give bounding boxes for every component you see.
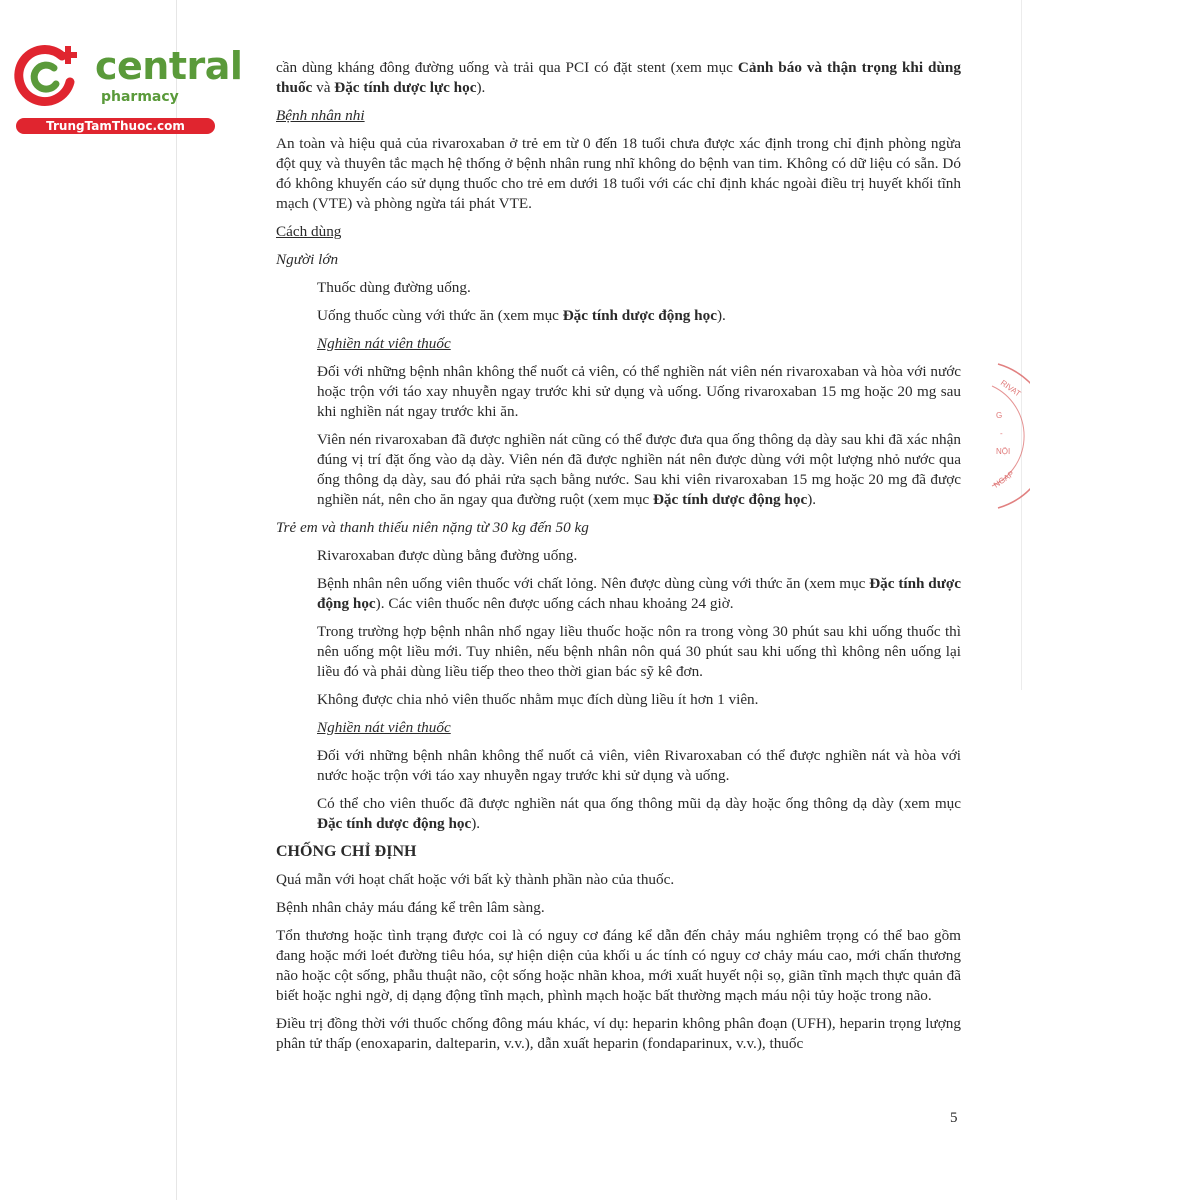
intro-paragraph: cần dùng kháng đông đường uống và trải qua PCI có đặt stent (xem mục Cảnh báo và thận trọng khi dùng thuốc và Đặc tính dược lực học). bbox=[276, 59, 961, 96]
heading-children: Trẻ em và thanh thiếu niên nặng từ 30 kg đến 50 kg bbox=[276, 519, 589, 536]
child-liquid-paragraph: Bệnh nhân nên uống viên thuốc với chất lỏng. Nên được dùng cùng với thức ăn (xem mục Đặc tính dược động học). Các viên thuốc nên được uống cách nhau khoảng 24 giờ. bbox=[317, 575, 962, 612]
contra-paragraph-1: Quá mẫn với hoạt chất hoặc với bất kỳ thành phần nào của thuốc. bbox=[276, 871, 675, 888]
heading-crush-adult: Nghiền nát viên thuốc bbox=[317, 335, 451, 352]
heading-adults: Người lớn bbox=[276, 251, 339, 268]
logo-subtitle: pharmacy bbox=[101, 89, 179, 105]
svg-text:-: - bbox=[1000, 429, 1003, 438]
logo-brand-name: central bbox=[95, 44, 243, 88]
heading-contraindications: CHỐNG CHỈ ĐỊNH bbox=[276, 843, 417, 860]
page-fold-line bbox=[176, 0, 177, 1200]
adult-oral-paragraph: Thuốc dùng đường uống. bbox=[317, 279, 471, 296]
child-split-paragraph: Không được chia nhỏ viên thuốc nhằm mục đích dùng liều ít hơn 1 viên. bbox=[317, 691, 759, 708]
svg-text:RIVAT: RIVAT bbox=[998, 378, 1023, 399]
child-vomit-paragraph: Trong trường hợp bệnh nhân nhổ ngay liều thuốc hoặc nôn ra trong vòng 30 phút sau khi uống thuốc thì nên uống một liều mới. Tuy nhiên, nếu bệnh nhân nôn quá 30 phút sau khi uống thì không nên uống lại liều đó và phải dùng liều tiếp theo theo thời gian bác sỹ kê đơn. bbox=[317, 623, 961, 680]
partial-seal-stamp bbox=[990, 356, 1030, 516]
crush-paragraph-2: Viên nén rivaroxaban đã được nghiền nát cũng có thể được đưa qua ống thông dạ dày sau khi đã xác nhận đúng vị trí đặt ống vào dạ dày. Viên nén đã được nghiền nát nên được dùng với một lượng nhỏ nước qua ống thông dạ dày, sau đó phải rửa sạch bằng nước. Sau khi viên rivaroxaban 15 mg hoặc 20 mg đã được nghiền nát, nên cho ăn ngay qua đường ruột (xem mục Đặc tính dược động học). bbox=[317, 431, 961, 508]
crush-paragraph-3: Đối với những bệnh nhân không thể nuốt cả viên, viên Rivaroxaban có thể được nghiền nát và hòa với nước hoặc trộn với táo xay nhuyễn ngay trước khi sử dụng và uống. bbox=[317, 747, 961, 784]
logo-url-badge[interactable]: TrungTamThuoc.com bbox=[16, 118, 215, 134]
svg-text:NGAP: NGAP bbox=[991, 469, 1016, 490]
crush-paragraph-4: Có thể cho viên thuốc đã được nghiền nát qua ống thông mũi dạ dày hoặc ống thông dạ dày (xem mục Đặc tính dược động học). bbox=[317, 795, 961, 832]
heading-crush-child: Nghiền nát viên thuốc bbox=[317, 719, 451, 736]
document-body bbox=[276, 58, 961, 1062]
pharmacy-cross-icon bbox=[10, 38, 82, 110]
heading-usage: Cách dùng bbox=[276, 223, 342, 240]
pediatric-paragraph: An toàn và hiệu quả của rivaroxaban ở trẻ em từ 0 đến 18 tuổi chưa được xác định trong chỉ định phòng ngừa đột quỵ và thuyên tắc mạch hệ thống ở bệnh nhân rung nhĩ không do bệnh van tim. Không có dữ liệu có sẵn. Dó đó không khuyến cáo sử dụng thuốc cho trẻ em dưới 18 tuổi với các chỉ định khác ngoài điều trị huyết khối tĩnh mạch (VTE) và phòng ngừa tái phát VTE. bbox=[276, 135, 961, 212]
heading-pediatric: Bệnh nhân nhi bbox=[276, 107, 365, 124]
central-pharmacy-logo[interactable] bbox=[10, 38, 243, 138]
child-oral-paragraph: Rivaroxaban được dùng bằng đường uống. bbox=[317, 547, 578, 564]
contra-paragraph-4: Điều trị đồng thời với thuốc chống đông máu khác, ví dụ: heparin không phân đoạn (UFH), heparin trọng lượng phân tử thấp (enoxaparin, dalteparin, v.v.), dẫn xuất heparin (fondaparinux, v.v.), thuốc bbox=[276, 1015, 961, 1052]
svg-text:NỘI: NỘI bbox=[996, 447, 1011, 456]
adult-food-paragraph: Uống thuốc cùng với thức ăn (xem mục Đặc tính dược động học). bbox=[317, 307, 726, 324]
crush-paragraph-1: Đối với những bệnh nhân không thể nuốt cả viên, có thể nghiền nát viên nén rivaroxaban và hòa với nước hoặc trộn với táo xay nhuyễn ngay trước khi sử dụng và uống. Uống rivaroxaban 15 mg hoặc 20 mg sau khi nghiền nát ngay trước khi ăn. bbox=[317, 363, 961, 420]
contra-paragraph-3: Tổn thương hoặc tình trạng được coi là có nguy cơ đáng kể dẫn đến chảy máu nghiêm trọng có thể bao gồm đang hoặc mới loét đường tiêu hóa, sự hiện diện của khối u ác tính có nguy cơ chảy máu cao, mới chấn thương não hoặc cột sống, phẫu thuật não, cột sống hoặc nhãn khoa, mới xuất huyết nội sọ, giãn tĩnh mạch thực quản đã biết hoặc nghi ngờ, dị dạng động tĩnh mạch, phình mạch hoặc bất thường mạch máu nội tủy hoặc trong não. bbox=[276, 927, 961, 1004]
page-right-edge bbox=[1021, 0, 1022, 690]
svg-text:G: G bbox=[996, 411, 1003, 420]
contra-paragraph-2: Bệnh nhân chảy máu đáng kể trên lâm sàng. bbox=[276, 899, 545, 916]
page-number: 5 bbox=[950, 1110, 958, 1126]
